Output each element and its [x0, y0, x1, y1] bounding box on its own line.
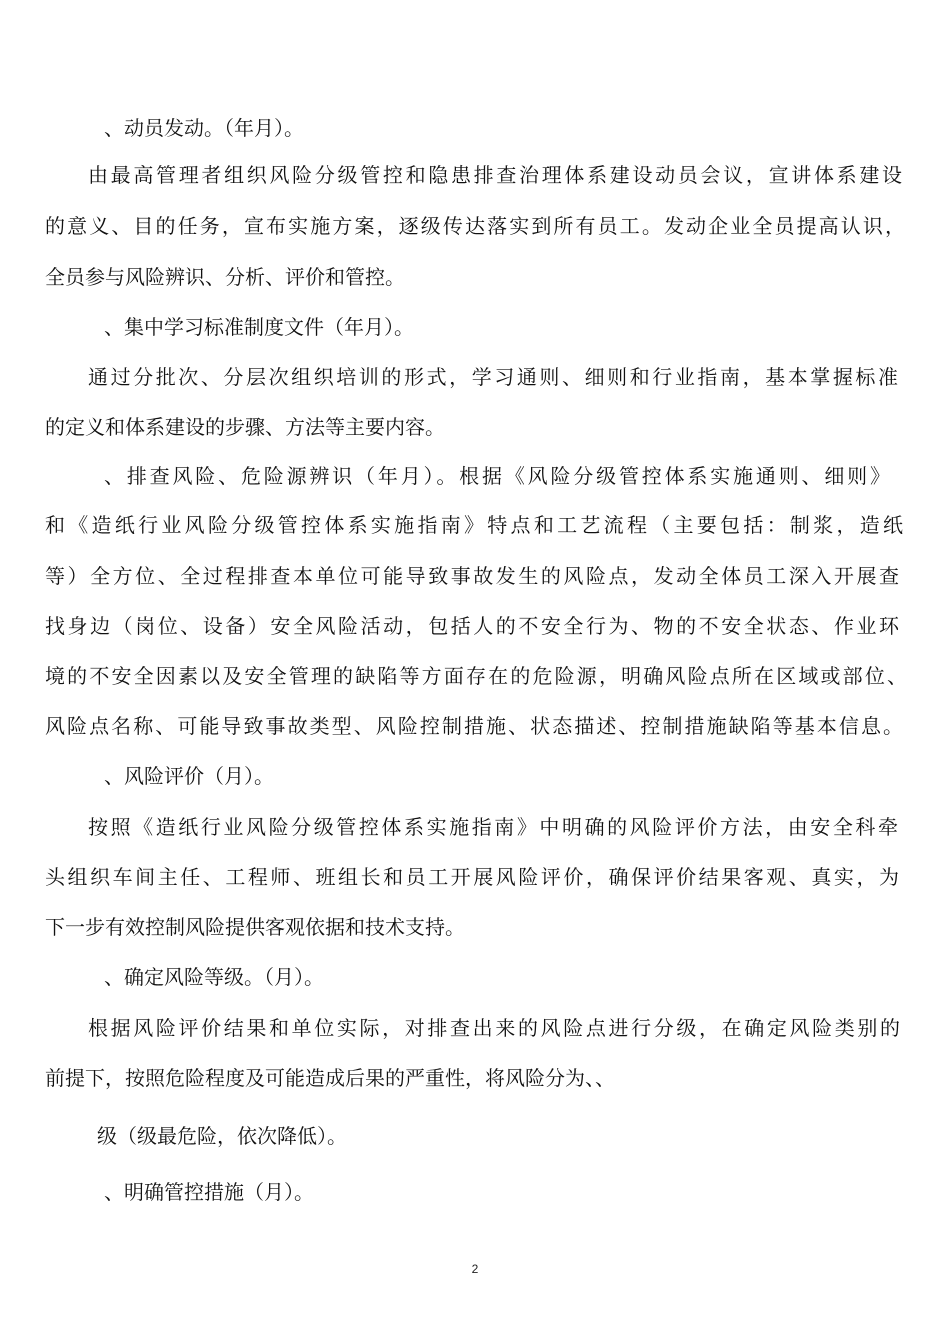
- paragraph-study-line-1: 通过分批次、分层次组织培训的形式，学习通则、细则和行业指南，基本掌握标准: [88, 365, 898, 389]
- heading-study-standards: 、集中学习标准制度文件（年月）。: [104, 315, 414, 339]
- paragraph-identification-line-5: 风险点名称、可能导致事故类型、风险控制措施、状态描述、控制措施缺陷等基本信息。: [45, 714, 903, 738]
- paragraph-risk-level-line-2: 前提下，按照危险程度及可能造成后果的严重性，将风险分为、、: [45, 1066, 615, 1090]
- paragraph-evaluation-line-1: 按照《造纸行业风险分级管控体系实施指南》中明确的风险评价方法，由安全科牵: [88, 815, 898, 839]
- paragraph-identification-line-3: 找身边（岗位、设备）安全风险活动，包括人的不安全行为、物的不安全状态、作业环: [45, 614, 899, 638]
- paragraph-risk-level-line-3: 级（级最危险，依次降低）。: [97, 1124, 347, 1148]
- paragraph-study-line-2: 的定义和体系建设的步骤、方法等主要内容。: [45, 415, 445, 439]
- heading-mobilization: 、动员发动。（年月）。: [104, 116, 304, 140]
- paragraph-identification-line-2: 等）全方位、全过程排查本单位可能导致事故发生的风险点，发动全体员工深入开展查: [45, 564, 899, 588]
- page-number: 2: [471, 1262, 479, 1276]
- heading-risk-level: 、确定风险等级。（月）。: [104, 965, 324, 989]
- paragraph-mobilization-line-2: 的意义、目的任务，宣布实施方案，逐级传达落实到所有员工。发动企业全员提高认识，: [45, 214, 905, 238]
- paragraph-mobilization-line-1: 由最高管理者组织风险分级管控和隐患排查治理体系建设动员会议，宣讲体系建设: [88, 163, 902, 187]
- paragraph-evaluation-line-2: 头组织车间主任、工程师、班组长和员工开展风险评价，确保评价结果客观、真实，为: [45, 865, 899, 889]
- heading-control-measures: 、明确管控措施（月）。: [104, 1180, 314, 1204]
- paragraph-identification-line-1: 和《造纸行业风险分级管控体系实施指南》特点和工艺流程（主要包括：制浆，造纸: [45, 513, 903, 537]
- paragraph-mobilization-line-3: 全员参与风险辨识、分析、评价和管控。: [45, 265, 405, 289]
- paragraph-evaluation-line-3: 下一步有效控制风险提供客观依据和技术支持。: [45, 915, 465, 939]
- heading-risk-evaluation: 、风险评价（月）。: [104, 764, 274, 788]
- paragraph-risk-level-line-1: 根据风险评价结果和单位实际，对排查出来的风险点进行分级，在确定风险类别的: [88, 1016, 900, 1040]
- heading-risk-identification: 、排查风险、危险源辨识（年月）。根据《风险分级管控体系实施通则、细则》: [104, 464, 890, 488]
- paragraph-identification-line-4: 境的不安全因素以及安全管理的缺陷等方面存在的危险源，明确风险点所在区域或部位、: [45, 664, 907, 688]
